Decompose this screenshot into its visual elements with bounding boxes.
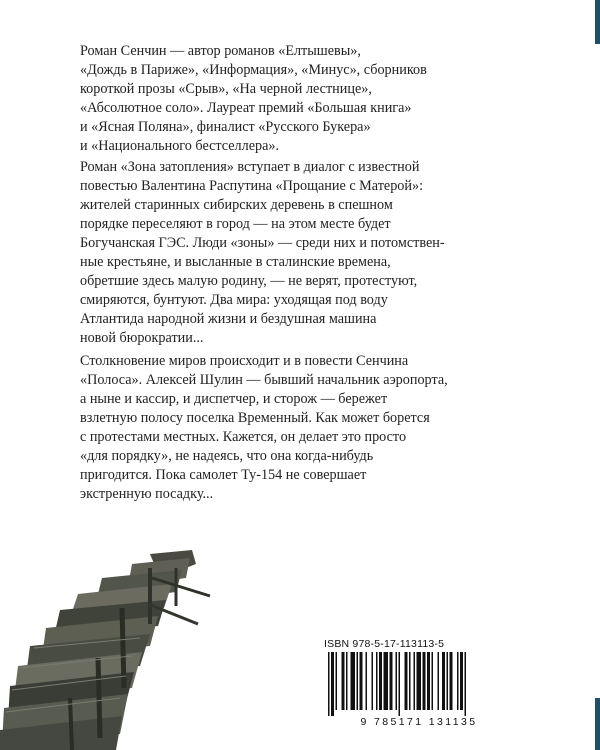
- accent-bar-top: [595, 0, 600, 44]
- barcode-digits: 9 785171 131135: [360, 716, 478, 728]
- annotation-novel-summary: Роман «Зона затопления» вступает в диалог с известной повестью Валентина Распутина «Прощание с Матерой»: жителей старинных сибирских деревень в спешном порядке переселяют в город — на этом месте будет Богучанская ГЭС. Люди «зоны» — среди них и потомствен- ные крестьяне, и высланные в сталинские времена, обретшие здесь малую родину, — не верят, протестуют, смиряются, бунтуют. Два мира: уходящая под воду Атлантида народной жизни и бездушная машина новой бюрократии...: [80, 159, 445, 346]
- barcode-bars: [324, 652, 514, 716]
- barcode-block: [318, 636, 520, 734]
- isbn-label: ISBN 978-5-17-113113-5: [324, 638, 445, 650]
- accent-bar-bottom: [595, 698, 600, 750]
- wooden-bridge-image: [0, 548, 268, 750]
- annotation-author-bio: Роман Сенчин — автор романов «Елтышевы», «Дождь в Париже», «Информация», «Минус», сборников короткой прозы «Срыв», «На черной лестнице», «Абсолютное соло». Лауреат премий «Большая книга» и «Ясная Поляна», финалист «Русского Букера» и «Национального бестселлера».: [80, 43, 427, 154]
- annotation-novella-summary: Столкновение миров происходит и в повести Сенчина «Полоса». Алексей Шулин — бывший начальник аэропорта, а ныне и кассир, и диспетчер, и сторож — бережет взлетную полосу поселка Временный. Как может борется с протестами местных. Кажется, он делает это просто «для порядку», не надеясь, что она когда-нибудь пригодится. Пока самолет Ту-154 не совершает экстренную посадку...: [80, 353, 448, 502]
